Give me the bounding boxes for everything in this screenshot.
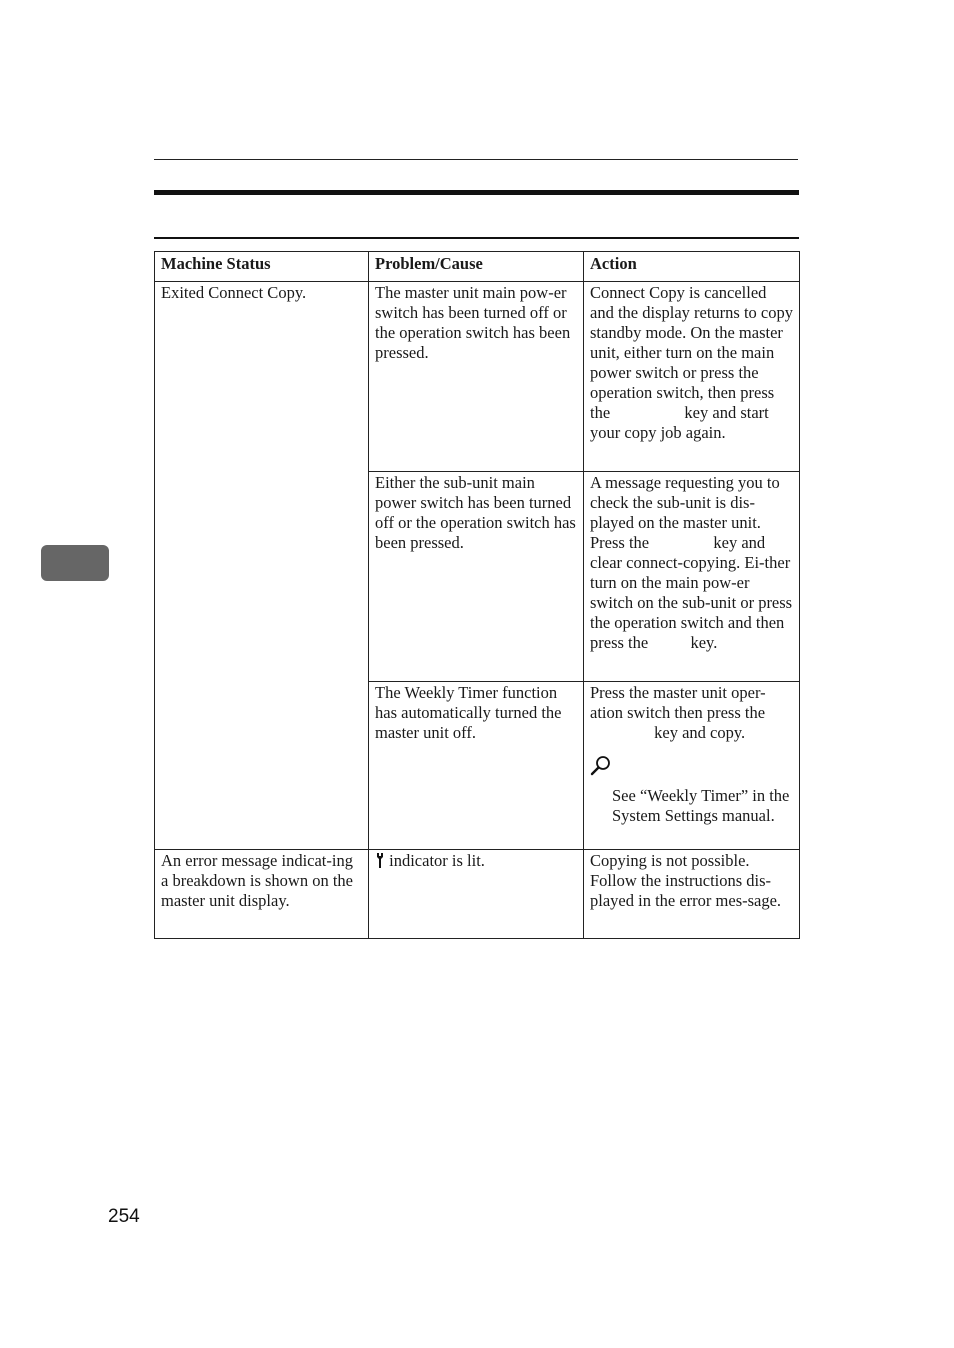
problem-text: Either the sub-unit main power switch has been turned off or the operation switch has been pressed. xyxy=(375,473,576,552)
problem-text: The master unit main pow-er switch has been turned off or the operation switch has been pressed. xyxy=(375,283,571,362)
service-wrench-icon xyxy=(375,852,385,874)
action-text-middle: key and clear connect-copying. Ei-ther turn on the main pow-er switch on the sub-unit or press the operation switch and then press the xyxy=(590,533,793,652)
problem-cell xyxy=(369,850,584,939)
action-text-before: A message requesting you to check the sub-unit is dis-played on the master unit. Press the xyxy=(590,473,780,552)
reference-note-text: See “Weekly Timer” in the System Settings manual. xyxy=(612,786,790,825)
chapter-tab xyxy=(41,545,109,581)
action-cell xyxy=(584,472,800,682)
action-text-before: Press the master unit oper-ation switch then press the xyxy=(590,683,766,722)
action-text-before: Connect Copy is cancelled and the display returns to copy standby mode. On the master unit, either turn on the main power switch or press the operation switch, then press the xyxy=(590,283,793,422)
action-text-after: key and start your copy job again. xyxy=(590,403,769,442)
action-text-after: key and copy. xyxy=(654,723,746,742)
action-cell xyxy=(584,682,800,850)
table-row xyxy=(155,282,800,472)
header-action: Action xyxy=(584,252,800,282)
magnifier-reference-icon xyxy=(590,755,612,782)
table-row xyxy=(155,850,800,939)
troubleshooting-table xyxy=(154,251,800,939)
action-cell xyxy=(584,850,800,939)
problem-cell xyxy=(369,682,584,850)
action-text-after: key. xyxy=(690,633,718,652)
action-cell xyxy=(584,282,800,472)
header-rule-thick xyxy=(154,190,799,195)
problem-cell xyxy=(369,472,584,682)
header-rule-top xyxy=(154,159,798,160)
action-text: Copying is not possible. Follow the instructions dis-played in the error mes-sage. xyxy=(590,851,782,910)
reference-note xyxy=(590,755,793,826)
header-problem-cause: Problem/Cause xyxy=(369,252,584,282)
status-text: An error message indicat-ing a breakdown is shown on the master unit display. xyxy=(161,851,354,910)
header-machine-status: Machine Status xyxy=(155,252,369,282)
header-rule-bottom xyxy=(154,237,799,239)
status-text: Exited Connect Copy. xyxy=(161,283,307,302)
problem-cell xyxy=(369,282,584,472)
status-cell xyxy=(155,850,369,939)
status-cell xyxy=(155,282,369,850)
page-number: 254 xyxy=(108,1206,140,1227)
problem-text: indicator is lit. xyxy=(389,851,485,870)
table-header-row xyxy=(155,252,800,282)
problem-text: The Weekly Timer function has automatically turned the master unit off. xyxy=(375,683,562,742)
